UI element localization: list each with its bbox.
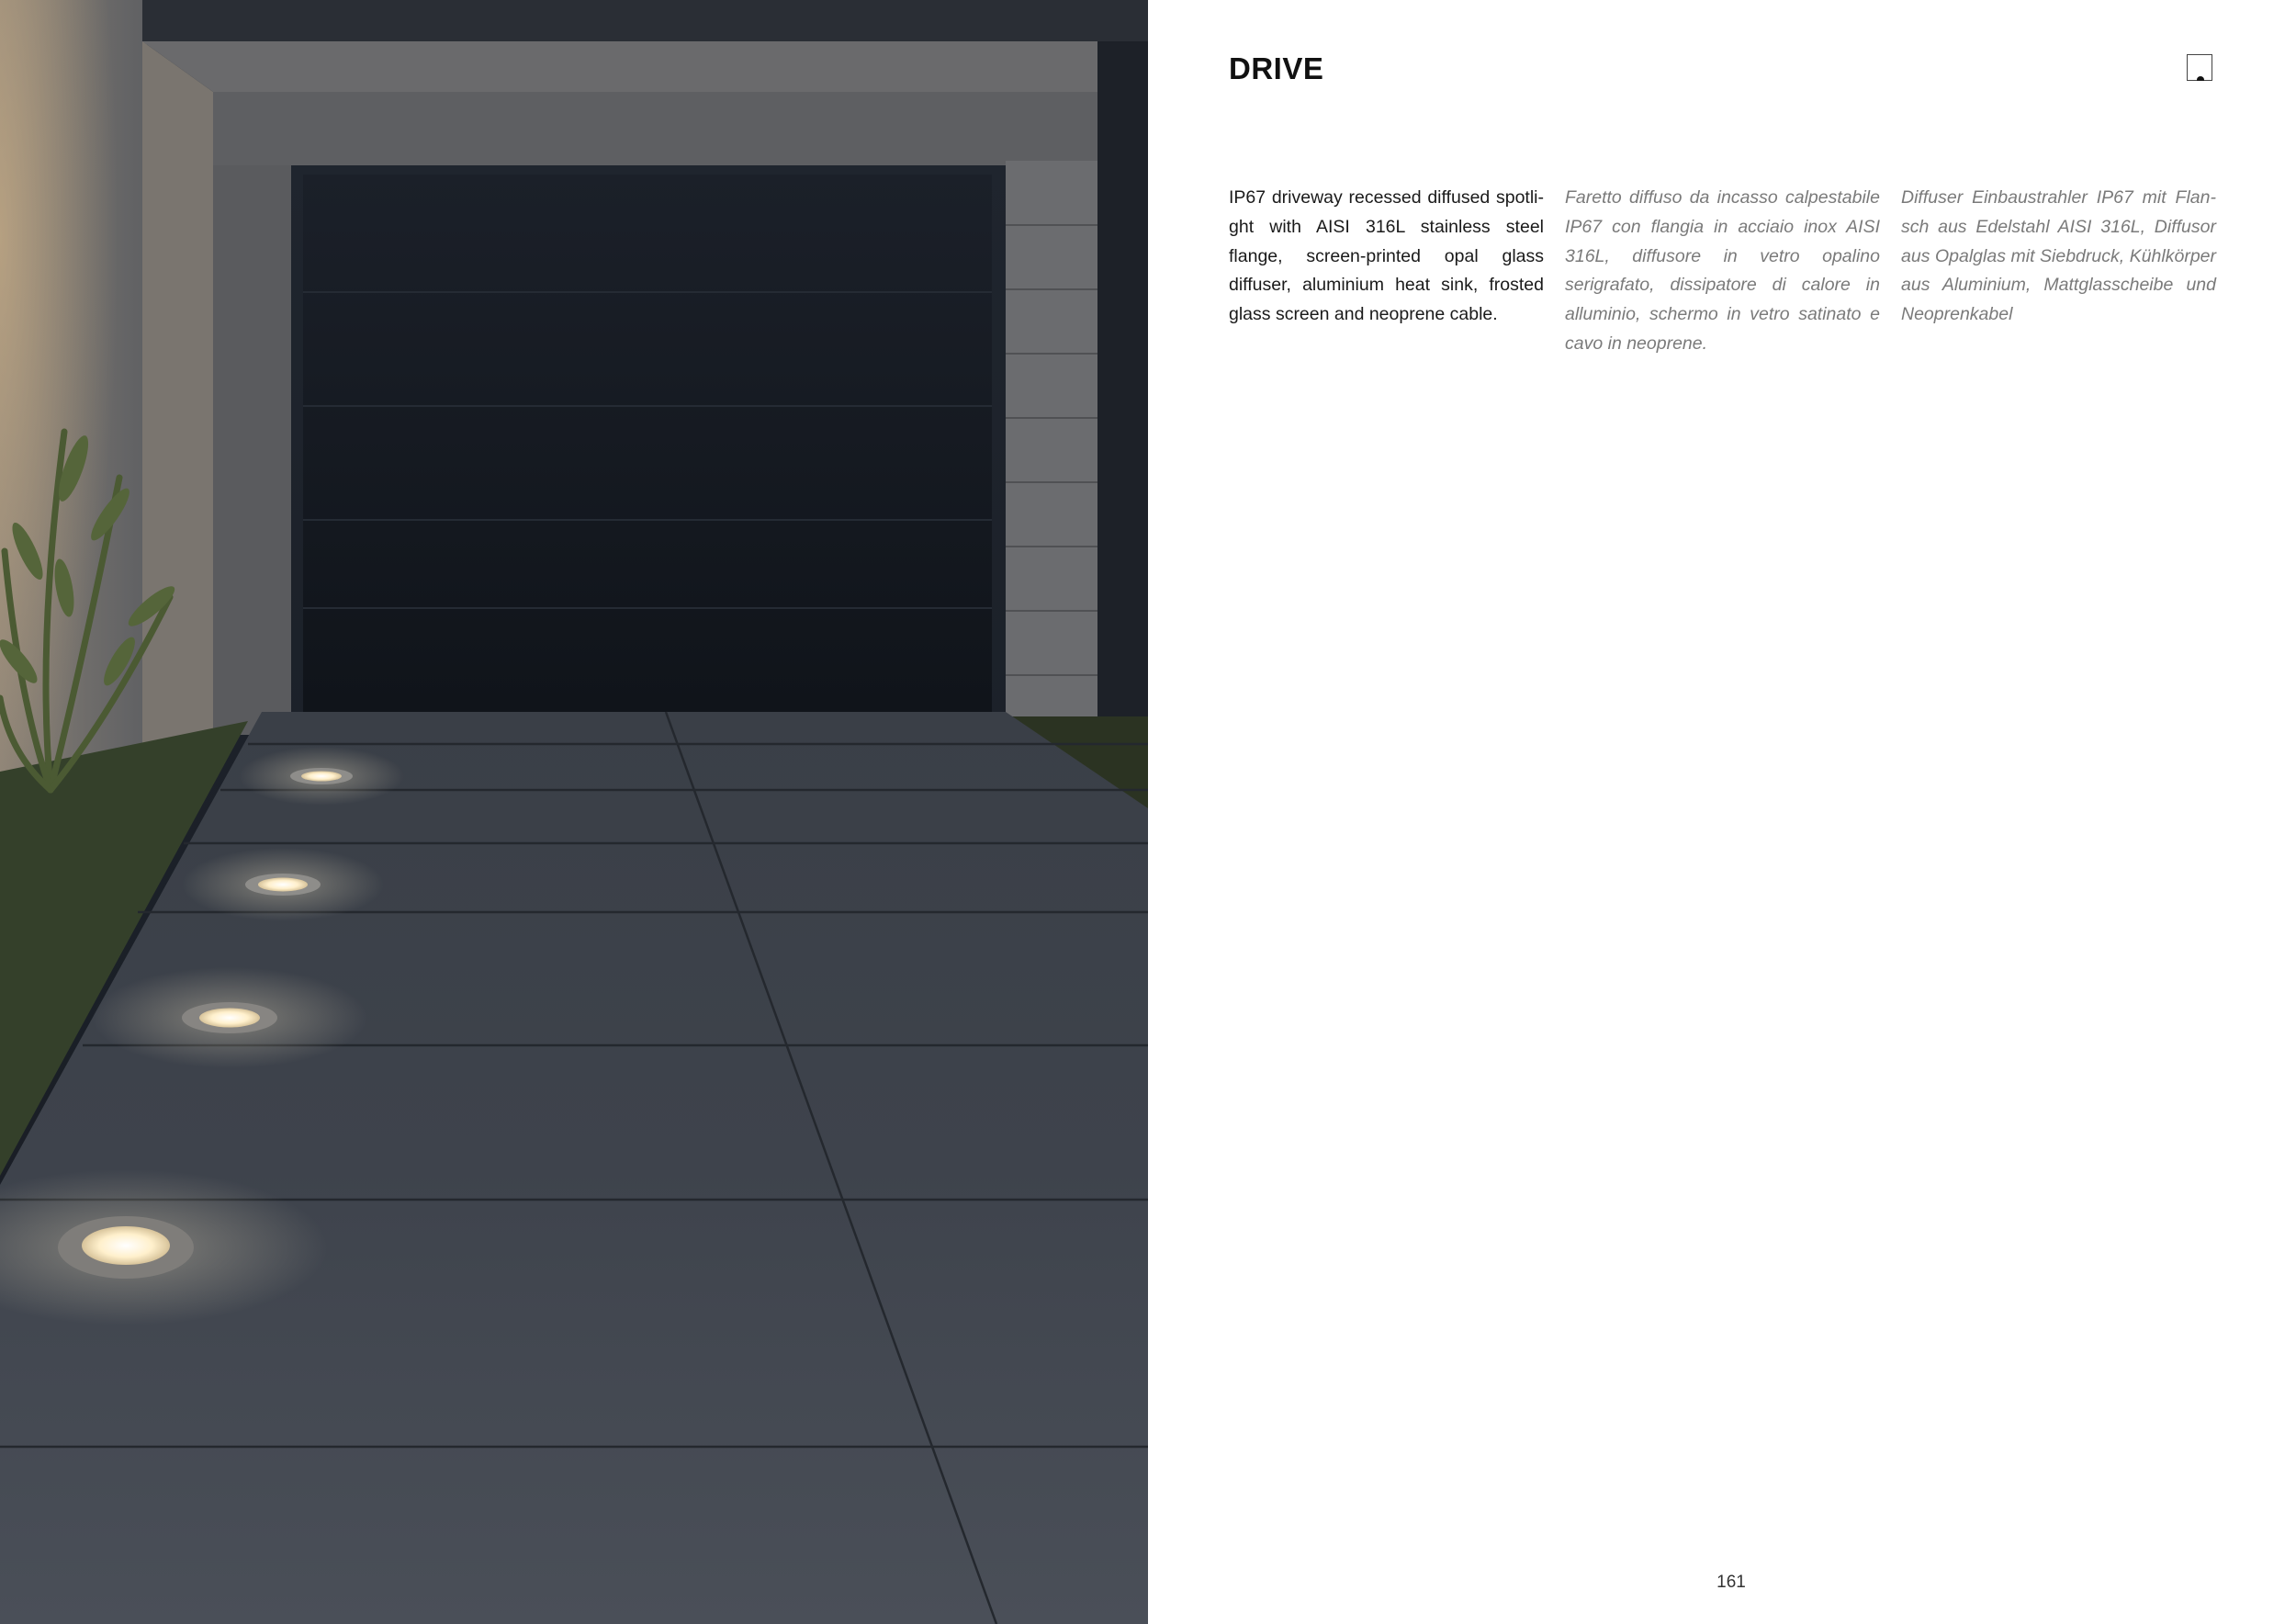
recessed-spotlight [290,768,353,784]
recessed-spotlight [182,1002,277,1033]
description-german: Diffuser Einbaustrahler IP67 mit Flansch aus Edelstahl AISI 316L, Diffusor aus Opalglas mit Siebdruck, Kühlkörper aus Aluminium, Mattglasscheibe und Neoprenkabel [1901,187,2216,325]
page-title: DRIVE [1229,51,1324,85]
description-english: IP67 driveway recessed diffused spotlight with AISI 316L stainless steel flange, screen-printed opal glass diffuser, aluminium heat sink, frosted glass screen and neoprene cable. [1229,187,1544,325]
corner-bracket-mark-icon [2187,54,2212,81]
description-italian: Faretto diffuso da incasso calpestabile IP67 con flangia in acciaio inox AISI 316L, diffusore in vetro opalino serigrafato, dissipatore di calore in alluminio, schermo in vetro satinato e cavo in neoprene. [1565,187,1880,354]
page-number: 161 [1716,1573,1746,1592]
recessed-spotlight [58,1216,194,1279]
recessed-spotlight [245,874,321,896]
mark-dot [2197,76,2204,81]
